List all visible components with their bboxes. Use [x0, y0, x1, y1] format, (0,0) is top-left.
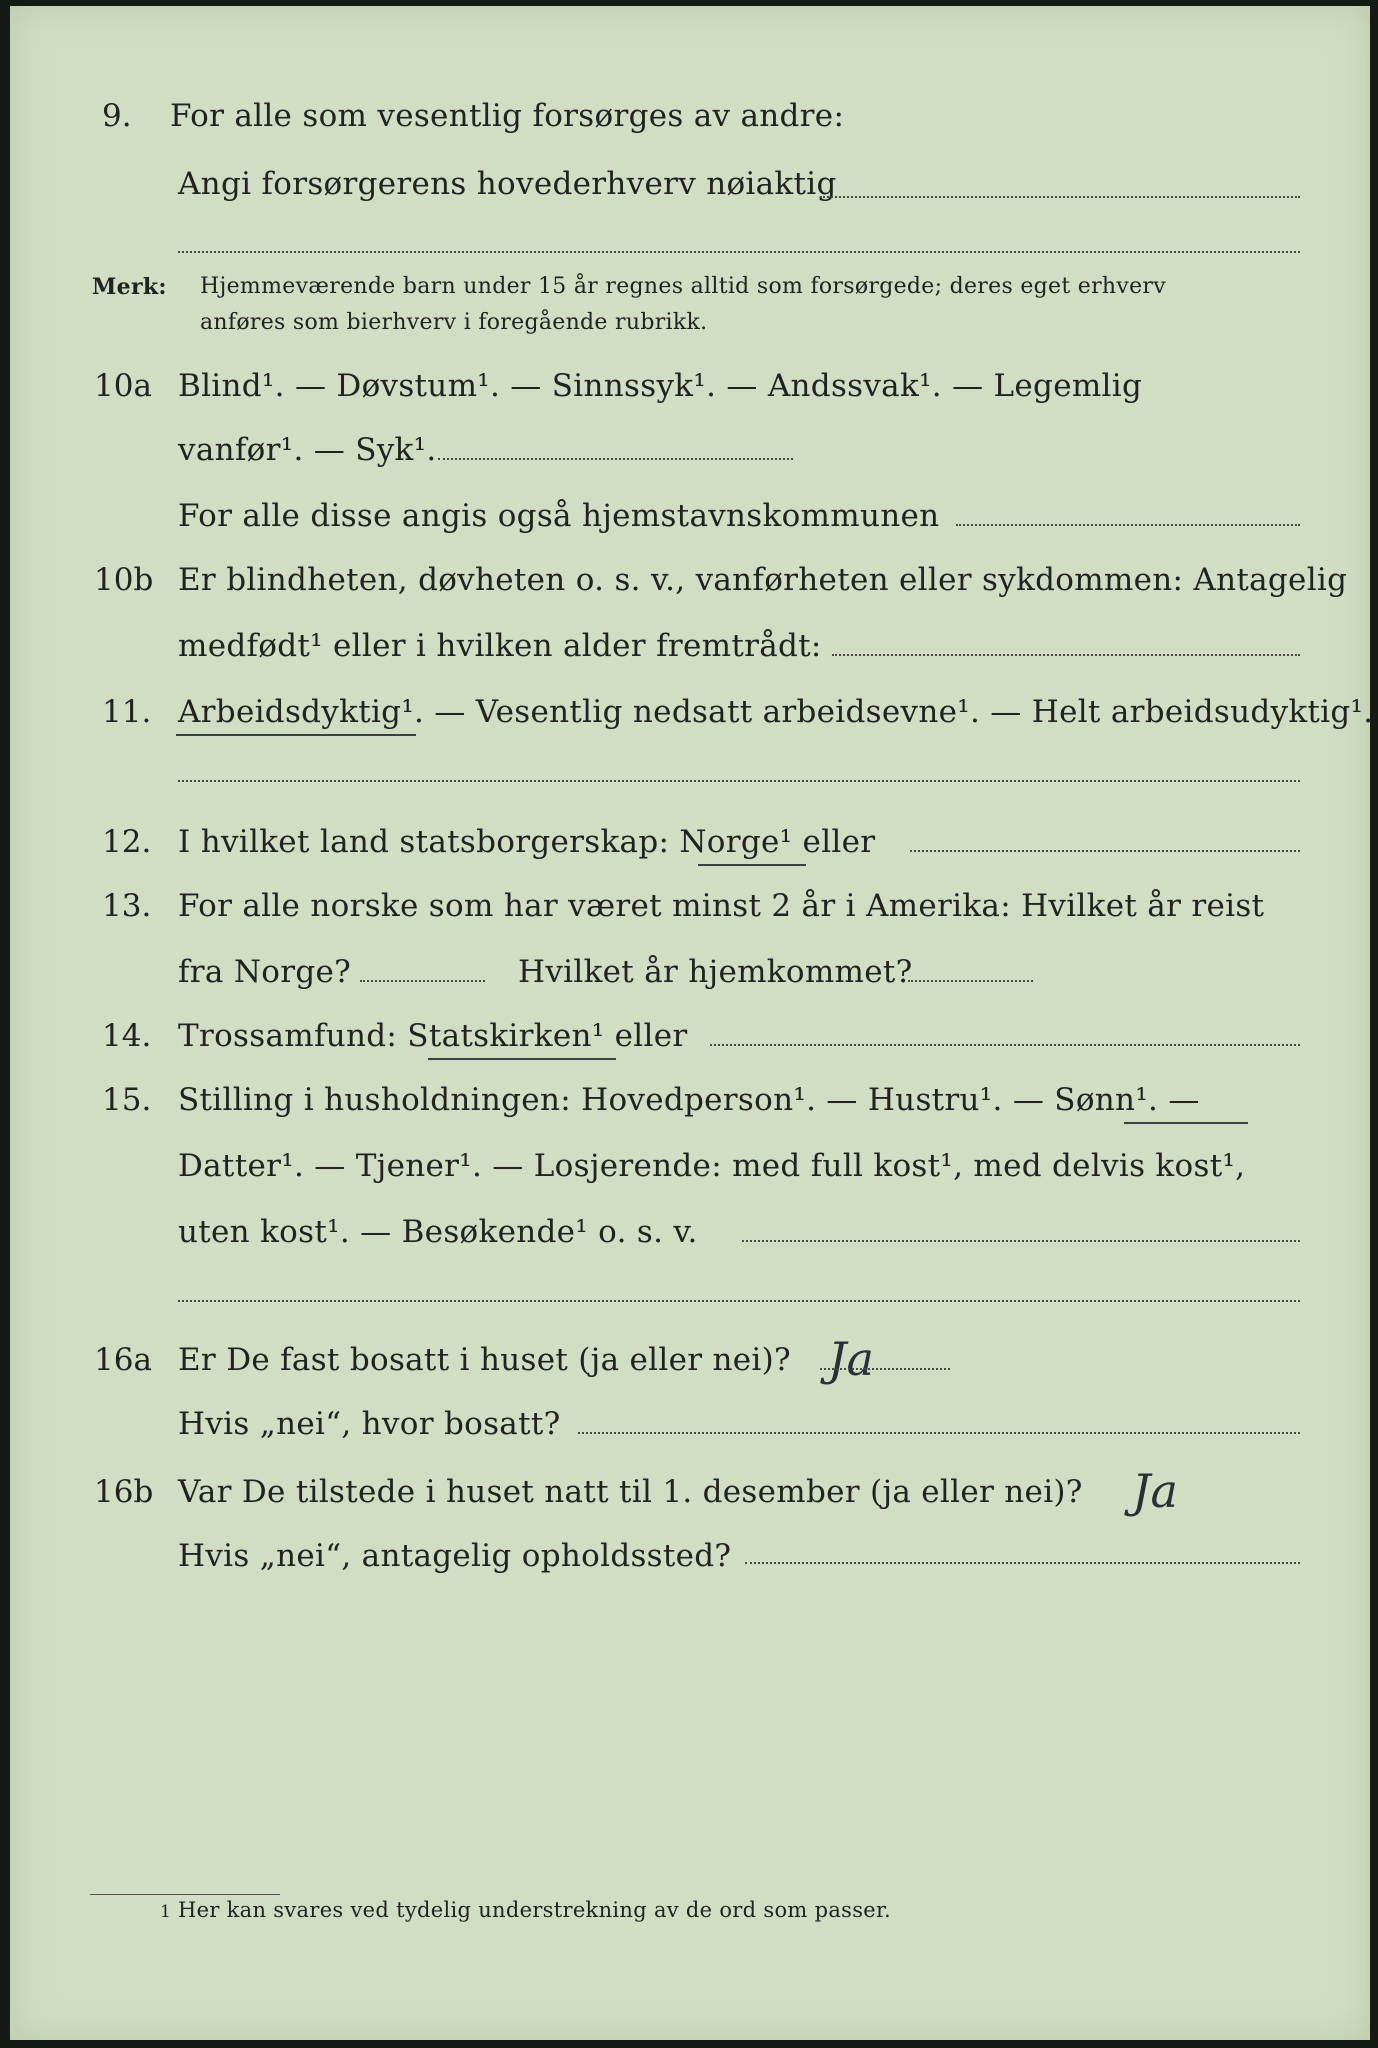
q16b-opholdssted-line [745, 1562, 1300, 1564]
q14-number: 14. [102, 1018, 152, 1054]
q16b-line1: Var De tilstede i huset natt til 1. desember (ja eller nei)? [178, 1474, 1083, 1510]
q16a-number: 16a [94, 1342, 152, 1378]
merk-label: Merk: [92, 274, 167, 300]
q15-line3: uten kost¹. — Besøkende¹ o. s. v. [178, 1214, 698, 1250]
q9-line1: For alle som vesentlig forsørges av andre: [170, 98, 845, 134]
q14-underline-statskirken [428, 1058, 616, 1060]
q11-number: 11. [102, 694, 152, 730]
q15-number: 15. [102, 1082, 152, 1118]
q16b-handwritten-answer: Ja [1132, 1464, 1178, 1518]
q9-answer-line-2 [178, 251, 1300, 253]
q16a-handwritten-answer: Ja [828, 1332, 874, 1386]
q13-reist-line [360, 980, 485, 982]
q15-underline-sonn [1124, 1122, 1248, 1124]
q11-line1: Arbeidsdyktig¹. — Vesentlig nedsatt arbeidsevne¹. — Helt arbeidsudyktig¹. [178, 694, 1374, 730]
q10a-number: 10a [94, 368, 152, 404]
q16a-line1: Er De fast bosatt i huset (ja eller nei)? [178, 1342, 791, 1378]
q14-line1: Trossamfund: Statskirken¹ eller [178, 1018, 688, 1054]
q15-line1: Stilling i husholdningen: Hovedperson¹. — Hustru¹. — Sønn¹. — [178, 1082, 1200, 1118]
q16a-bosatt-line [578, 1432, 1300, 1434]
q15-line2: Datter¹. — Tjener¹. — Losjerende: med full kost¹, med delvis kost¹, [178, 1148, 1246, 1184]
q13-hjemkommet-line [908, 980, 1033, 982]
q16b-number: 16b [94, 1474, 154, 1510]
q9-answer-line [820, 196, 1300, 198]
q10a-line3: For alle disse angis også hjemstavnskommunen [178, 498, 940, 534]
census-form-page [10, 6, 1374, 2040]
q13-number: 13. [102, 888, 152, 924]
q10a-line2: vanfør¹. — Syk¹. [178, 432, 437, 468]
q15-answer-line [742, 1240, 1300, 1242]
q13-line1: For alle norske som har været minst 2 år i Amerika: Hvilket år reist [178, 888, 1265, 924]
q10a-line1: Blind¹. — Døvstum¹. — Sinnssyk¹. — Andssvak¹. — Legemlig [178, 368, 1143, 404]
q10b-line2: medfødt¹ eller i hvilken alder fremtrådt: [178, 628, 822, 664]
q16a-answer-line [820, 1368, 950, 1370]
footnote-text: Her kan svares ved tydelig understrekning av de ord som passer. [178, 1898, 892, 1922]
q10a-municipality-line [956, 524, 1300, 526]
q14-answer-line [710, 1044, 1300, 1046]
q11-underline-arbeidsdyktig [176, 734, 416, 736]
q13-line2b: Hvilket år hjemkommet? [518, 954, 913, 990]
q9-number: 9. [102, 98, 132, 134]
q12-line1: I hvilket land statsborgerskap: Norge¹ eller [178, 824, 876, 860]
merk-line1: Hjemmeværende barn under 15 år regnes alltid som forsørgede; deres eget erhverv [200, 274, 1166, 299]
q12-number: 12. [102, 824, 152, 860]
q16a-line2: Hvis „nei“, hvor bosatt? [178, 1406, 561, 1442]
q10b-answer-line [832, 654, 1300, 656]
q16b-line2: Hvis „nei“, antagelig opholdssted? [178, 1538, 732, 1574]
footnote-mark: 1 [160, 1902, 172, 1922]
merk-line2: anføres som bierhverv i foregående rubrikk. [200, 310, 708, 335]
q12-answer-line [910, 850, 1300, 852]
q10b-number: 10b [94, 562, 154, 598]
q9-line2: Angi forsørgerens hovederhverv nøiaktig [178, 166, 837, 202]
q13-line2a: fra Norge? [178, 954, 352, 990]
q11-answer-line [178, 780, 1300, 782]
q10b-line1: Er blindheten, døvheten o. s. v., vanførheten eller sykdommen: Antagelig [178, 562, 1348, 598]
q10a-answer-line [438, 458, 793, 460]
q12-underline-norge [698, 864, 806, 866]
footnote-rule [90, 1894, 280, 1895]
q15-answer-line-2 [178, 1300, 1300, 1302]
